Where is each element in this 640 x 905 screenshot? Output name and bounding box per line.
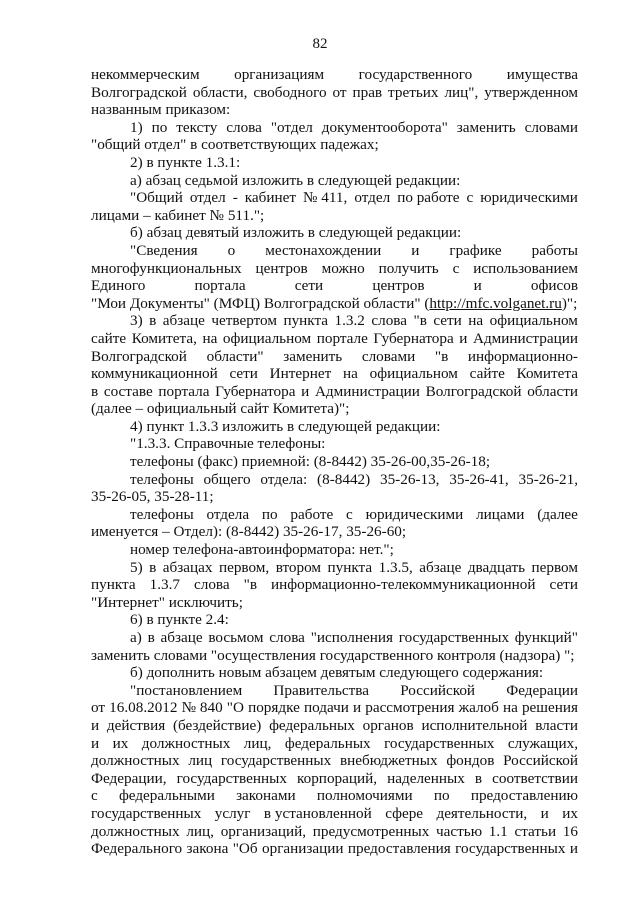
word: Администрации	[472, 329, 578, 347]
text-line: "Интернет" исключить;	[91, 593, 243, 611]
text-line	[91, 330, 578, 348]
word: по	[433, 787, 450, 805]
word: Федерального	[91, 840, 183, 858]
text-line	[91, 717, 578, 735]
word: власти	[535, 716, 578, 734]
word: отдела	[206, 505, 250, 523]
word: должностных	[91, 752, 180, 770]
word: в	[91, 382, 99, 400]
word: -	[232, 189, 238, 207]
word: жалоб	[458, 699, 499, 717]
word: пункта	[283, 312, 329, 330]
text-line	[91, 471, 578, 489]
text-line	[91, 823, 578, 841]
word: абзаце	[162, 312, 205, 330]
word: 35-26-21,	[518, 470, 578, 488]
word: заменить	[456, 118, 516, 136]
text-line: "1.3.3. Справочные телефоны:	[130, 435, 326, 453]
text-line	[91, 277, 578, 295]
word: (бездействие)	[172, 716, 262, 734]
word: государственного	[358, 66, 473, 83]
text-line: телефоны (факс) приемной: (8-8442) 35-26-00,35-26-18;	[130, 453, 491, 471]
text-line	[91, 787, 578, 805]
word: Интернет	[269, 365, 332, 383]
word: (8-8442)	[317, 470, 371, 488]
text-line	[91, 735, 578, 753]
text-line	[91, 699, 578, 717]
word: официальном	[489, 312, 578, 330]
word: "в	[434, 347, 449, 365]
word: восьмом	[208, 629, 264, 646]
text-line	[91, 242, 578, 260]
word: лиц,	[186, 822, 214, 840]
word: отдел	[354, 189, 391, 207]
word: информационно-телекоммуникационной	[271, 576, 536, 594]
word: лиц",	[444, 83, 479, 101]
word: сети	[229, 365, 258, 383]
word: "в	[413, 312, 427, 330]
word: области	[527, 382, 578, 400]
word: словами	[524, 118, 578, 136]
word: а)	[130, 629, 142, 646]
text-line	[91, 682, 578, 700]
word: пункта	[327, 558, 373, 576]
word: получить	[378, 259, 439, 277]
word: слова	[269, 629, 305, 646]
word: сайте	[91, 329, 127, 347]
word: свободного	[253, 83, 327, 101]
word: в	[474, 769, 483, 787]
word: официальном	[369, 365, 458, 383]
word: Волгоградской	[91, 83, 187, 101]
text-line: 6) в пункте 2.4:	[130, 611, 229, 629]
word: Волгоградской	[91, 347, 187, 365]
word: на	[343, 365, 358, 383]
word: и	[91, 734, 100, 752]
text-line	[91, 576, 578, 594]
word: Российской	[503, 752, 578, 770]
text-line	[91, 189, 578, 207]
word: и	[459, 329, 468, 347]
word: двадцать	[467, 558, 526, 576]
text-line	[91, 84, 578, 102]
text-line	[91, 559, 578, 577]
word: коммуникационной	[91, 365, 218, 383]
word: сети	[433, 312, 462, 330]
word: 1.3.7	[149, 576, 180, 594]
word: по работе	[397, 189, 460, 207]
text-line	[91, 260, 578, 278]
word: Российской	[400, 681, 476, 699]
word: слова	[226, 118, 262, 136]
word: предоставления	[347, 840, 451, 858]
word: 16	[562, 822, 578, 840]
word: графике	[449, 241, 502, 259]
word: о	[227, 241, 236, 259]
word: организации	[262, 840, 344, 858]
word: Федерации	[506, 681, 578, 699]
word: решения	[521, 699, 578, 717]
word: и	[540, 804, 549, 822]
word: и	[411, 241, 420, 259]
word: и	[301, 382, 310, 400]
word: абзацах	[162, 558, 213, 576]
word: на	[468, 312, 484, 330]
text-line: 2) в пункте 1.3.1:	[130, 153, 241, 171]
word: на	[502, 699, 518, 717]
word: предоставлению	[470, 787, 578, 805]
word: фондов	[446, 752, 495, 770]
word: с	[452, 259, 460, 277]
word: словами	[361, 347, 416, 365]
text-line	[91, 770, 578, 788]
word: лиц	[188, 752, 213, 770]
word: в установленной	[263, 804, 372, 822]
word: внебюджетных	[339, 752, 438, 770]
text-line	[91, 506, 578, 524]
word: федеральными	[118, 787, 215, 805]
word: должностных	[141, 734, 231, 752]
word: органов	[362, 716, 414, 734]
word: сайте	[469, 365, 505, 383]
text-line: названным приказом:	[91, 101, 231, 119]
word: корпораций,	[297, 769, 378, 787]
word: Волгоградской	[425, 382, 522, 400]
word: третьих	[388, 83, 439, 101]
word: государственных	[91, 804, 202, 822]
word: № 840	[181, 699, 223, 717]
word: 35-26-41,	[449, 470, 509, 488]
word: "отдел	[270, 118, 313, 136]
word: "постановлением	[130, 681, 243, 699]
word: законами	[236, 787, 296, 805]
word: 3)	[130, 312, 143, 330]
word: деятельности,	[436, 804, 528, 822]
word: отдел	[189, 189, 226, 207]
word: информационно-	[467, 347, 578, 365]
word: официальном	[222, 329, 312, 347]
document-body	[91, 66, 578, 858]
word: 5)	[130, 558, 143, 576]
word: государственных	[455, 840, 566, 858]
text-line: б) дополнить новым абзацем девятым следующего содержания:	[130, 664, 544, 682]
word: услуг	[214, 804, 251, 822]
word: 35-26-13,	[379, 470, 440, 488]
word: лицами	[476, 505, 525, 523]
word: подачи	[303, 699, 349, 717]
word: от	[332, 83, 347, 101]
word: слова	[371, 312, 408, 330]
word: "О	[226, 699, 244, 717]
word: и	[569, 840, 578, 858]
word: лиц,	[243, 734, 272, 752]
word: Губернатора	[373, 329, 454, 347]
word: в	[147, 629, 155, 646]
word: центров	[255, 259, 308, 277]
text-line	[91, 752, 578, 770]
word: Комитета	[516, 365, 578, 383]
word: составе	[103, 382, 153, 400]
word: абзаце	[419, 558, 462, 576]
word: 16.08.2012	[109, 699, 178, 717]
word: 1.3.2	[334, 312, 365, 330]
text-line: 4) пункт 1.3.3 изложить в следующей редакции:	[130, 417, 441, 435]
word: и	[352, 699, 362, 717]
text-line	[91, 805, 578, 823]
word: портале	[316, 329, 368, 347]
word: отдела:	[260, 470, 308, 488]
word: закона	[186, 840, 229, 858]
word: утвержденном	[484, 83, 578, 101]
text-line	[91, 629, 578, 647]
page-number: 82	[312, 36, 328, 52]
word: прав	[352, 83, 383, 101]
word: и	[91, 716, 100, 734]
word: с	[91, 787, 98, 805]
word: сети	[294, 277, 324, 295]
word: абзаце	[160, 629, 203, 646]
word: предусмотренных	[312, 822, 430, 840]
text-line: именуется – Отдел): (8-8442) 35-26-17, 35-26-60;	[91, 523, 407, 541]
word: использованием	[473, 259, 578, 277]
word: Комитета,	[131, 329, 197, 347]
word: четвертом	[211, 312, 277, 330]
text-line: "общий отдел" в соответствующих падежах;	[91, 136, 379, 154]
word: работе	[290, 505, 334, 523]
word: тексту	[176, 118, 218, 136]
word: можно	[321, 259, 365, 277]
word: рассмотрения	[365, 699, 455, 717]
word: сети	[549, 576, 578, 594]
word: имущества	[506, 66, 578, 83]
word: области,	[192, 83, 248, 101]
text-line: (далее – официальный сайт Комитета)";	[91, 400, 350, 418]
word: действия	[106, 716, 166, 734]
word: офисов	[530, 277, 578, 295]
word: государственных	[176, 769, 287, 787]
text-segment: )";	[561, 294, 578, 312]
word: наделенных	[387, 769, 465, 787]
word: в	[149, 312, 157, 330]
word: по	[151, 118, 168, 136]
word: портала	[194, 277, 246, 295]
word: портала	[158, 382, 210, 400]
word: государственных	[220, 752, 332, 770]
word: втором	[275, 558, 322, 576]
text-line	[91, 383, 578, 401]
word: многофункциональных	[91, 259, 242, 277]
word: Правительства	[273, 681, 369, 699]
word: местонахождении	[265, 241, 382, 259]
word: "Об	[232, 840, 258, 858]
word: кабинет	[244, 189, 297, 207]
text-line	[91, 312, 578, 330]
text-line	[91, 295, 578, 313]
word: документооборота"	[321, 118, 448, 136]
text-line: лицами – кабинет № 511.";	[91, 206, 265, 224]
word: федеральных	[269, 716, 355, 734]
word: "Общий	[130, 189, 183, 207]
word: общего	[203, 470, 251, 488]
text-line	[91, 348, 578, 366]
word: от	[91, 699, 106, 717]
word: порядке	[248, 699, 300, 717]
word: Администрации	[314, 382, 420, 400]
word: соответствии	[492, 769, 578, 787]
word: на	[202, 329, 218, 347]
word: первом	[531, 558, 578, 576]
text-segment: "Мои Документы" (МФЦ) Волгоградской области" (	[91, 294, 430, 312]
word: "Сведения	[130, 241, 198, 259]
word: организаций,	[220, 822, 307, 840]
word: некоммерческим	[91, 66, 200, 83]
word: и	[473, 277, 482, 295]
word: в	[149, 558, 157, 576]
word: организациям	[234, 66, 325, 83]
word: служащих,	[507, 734, 578, 752]
word: Губернатора	[215, 382, 296, 400]
text-line	[91, 365, 578, 383]
text-line: заменить словами "осуществления государственного контроля (надзора) ";	[91, 646, 575, 664]
word: их	[562, 804, 578, 822]
word: работы	[531, 241, 578, 259]
word: должностных	[91, 822, 180, 840]
word: Единого	[91, 277, 146, 295]
word: Федерации,	[91, 769, 167, 787]
word: первом,	[218, 558, 270, 576]
word: "в	[243, 576, 258, 594]
word: с	[346, 505, 353, 523]
word: федеральных	[284, 734, 371, 752]
text-line	[91, 66, 578, 84]
text-line: б) абзац девятый изложить в следующей редакции:	[130, 224, 462, 242]
word: пункта	[91, 576, 136, 594]
text-line: номер телефона-автоинформатора: нет.";	[130, 541, 394, 559]
word: 1.1	[488, 822, 508, 840]
word: телефоны	[130, 470, 194, 488]
mfc-website-link[interactable]: http://mfc.volganet.ru	[429, 294, 562, 312]
word: функций"	[514, 629, 578, 646]
word: 1.3.5,	[378, 558, 413, 576]
word: (далее	[537, 505, 578, 523]
word: частью	[436, 822, 483, 840]
word: их	[112, 734, 129, 752]
word: юридическими	[365, 505, 464, 523]
word: исполнительной	[421, 716, 528, 734]
word: государственных	[384, 734, 495, 752]
word: № 411,	[303, 189, 348, 207]
text-line	[91, 119, 578, 137]
word: статьи	[514, 822, 557, 840]
text-line: 35-26-05, 35-28-11;	[91, 488, 214, 506]
word: области"	[206, 347, 264, 365]
word: по	[261, 505, 278, 523]
text-line	[91, 840, 578, 858]
word: юридическими	[480, 189, 578, 207]
word: заменить	[283, 347, 343, 365]
word: слова	[194, 576, 230, 594]
word: центров	[372, 277, 425, 295]
word: 1)	[130, 118, 143, 136]
word: с	[466, 189, 474, 207]
word: "исполнения	[310, 629, 393, 646]
word: государственных	[398, 629, 510, 646]
word: полномочиями	[316, 787, 413, 805]
text-line: а) абзац седьмой изложить в следующей редакции:	[130, 171, 461, 189]
word: сфере	[385, 804, 424, 822]
word: телефоны	[130, 505, 194, 523]
